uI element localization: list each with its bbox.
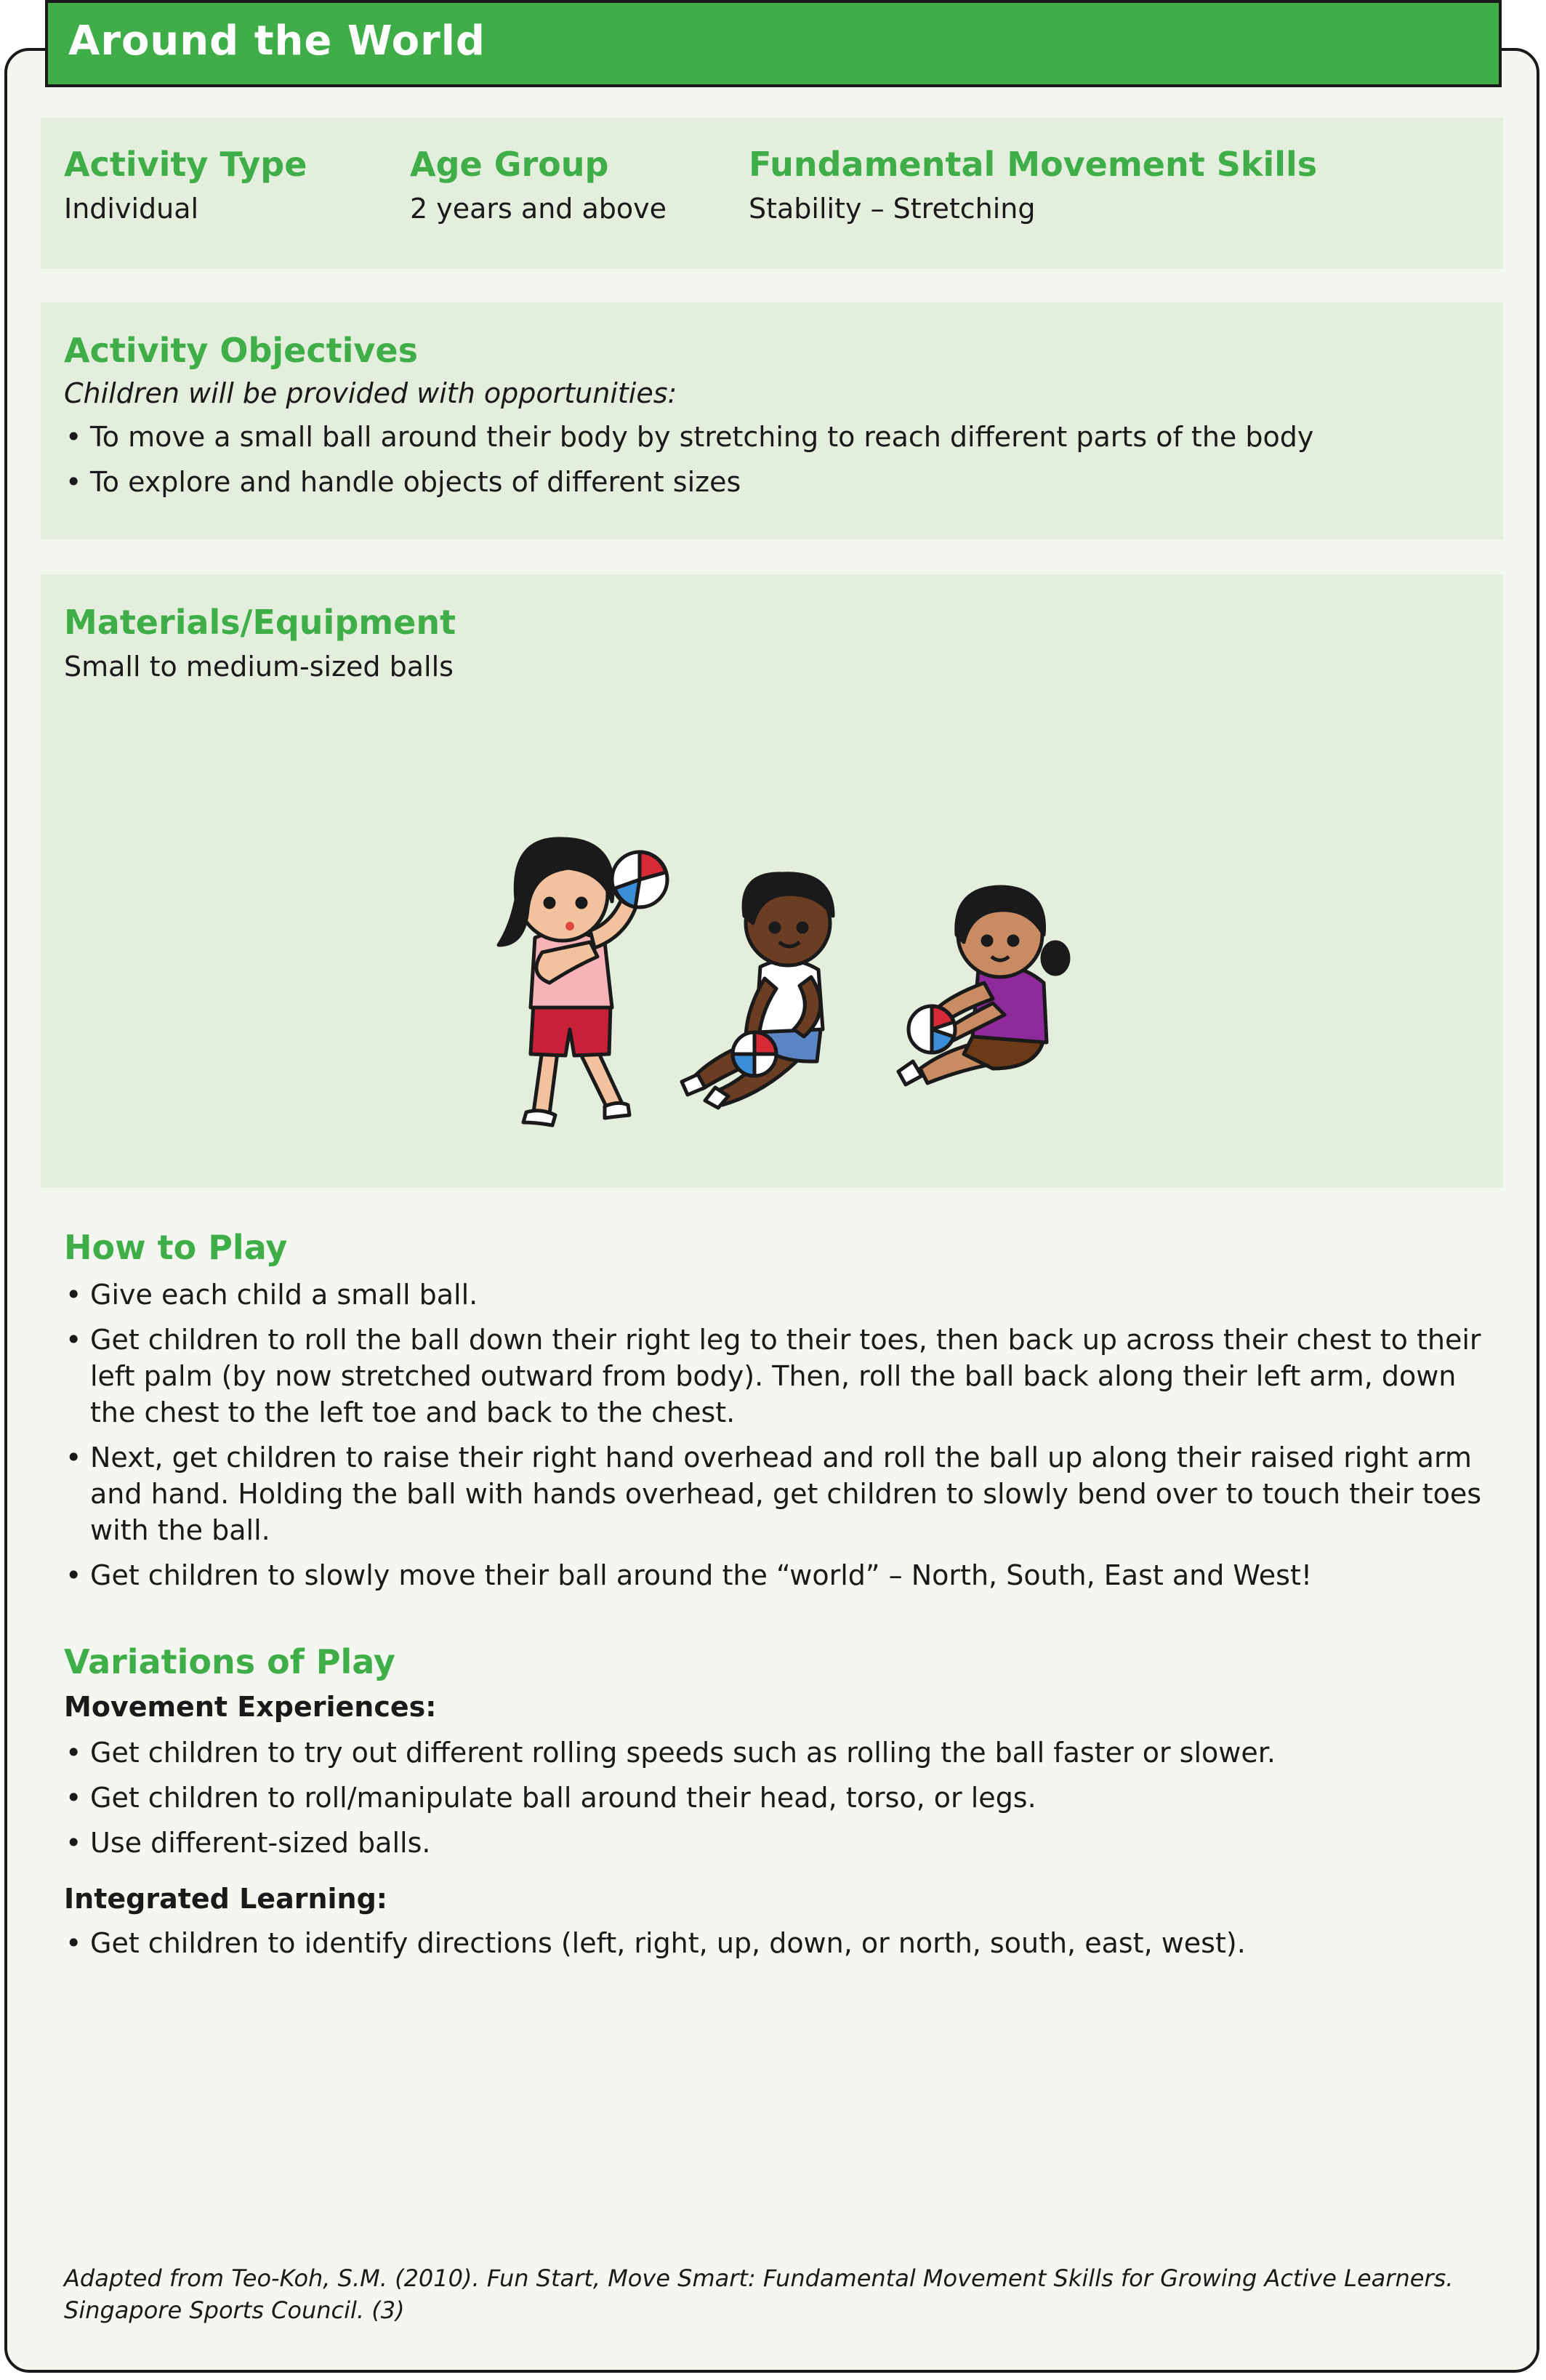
sitting-girl-figure xyxy=(898,887,1068,1085)
how-to-play-heading: How to Play xyxy=(64,1228,288,1267)
how-to-play-list xyxy=(64,1277,1489,1602)
sitting-boy-figure xyxy=(682,874,833,1108)
variations-heading: Variations of Play xyxy=(64,1642,395,1681)
objectives-intro: Children will be provided with opportunities: xyxy=(64,377,677,409)
list-item: • Give each child a small ball. xyxy=(64,1277,1489,1313)
objectives-list xyxy=(64,419,1489,509)
objectives-heading: Activity Objectives xyxy=(64,331,418,370)
objectives-panel xyxy=(41,302,1503,539)
source-citation: Adapted from Teo-Koh, S.M. (2010). Fun Start, Move Smart: Fundamental Movement Skills for Growing Active Learners. Singapore Sports Council. (3) xyxy=(64,2264,1454,2324)
list-item: • Get children to identify directions (left, right, up, down, or north, south, east, west). xyxy=(64,1925,1489,1961)
age-group-label: Age Group xyxy=(410,145,609,184)
activity-type-label: Activity Type xyxy=(64,145,307,184)
integrated-learning-heading: Integrated Learning: xyxy=(64,1883,387,1915)
list-item: • Use different-sized balls. xyxy=(64,1825,1489,1861)
skills-value: Stability – Stretching xyxy=(749,193,1036,225)
info-panel xyxy=(41,118,1503,269)
list-item: • Get children to slowly move their ball around the “world” – North, South, East and West! xyxy=(64,1557,1489,1593)
integrated-learning-list xyxy=(64,1925,1489,1970)
list-item: • To explore and handle objects of different sizes xyxy=(64,464,1489,500)
title-bar xyxy=(45,0,1502,87)
list-item: • Get children to roll the ball down their right leg to their toes, then back up across their chest to their left palm (by now stretched outward from body). Then, roll the ball back along their left arm, down the chest to the left toe and back to the chest. xyxy=(64,1322,1489,1431)
standing-girl-figure xyxy=(499,839,667,1125)
list-item: • Get children to try out different rolling speeds such as rolling the ball faster or slower. xyxy=(64,1734,1489,1771)
activity-type-value: Individual xyxy=(64,193,199,225)
movement-experiences-list xyxy=(64,1734,1489,1870)
materials-text: Small to medium-sized balls xyxy=(64,651,454,683)
materials-heading: Materials/Equipment xyxy=(64,603,456,642)
skills-label: Fundamental Movement Skills xyxy=(749,145,1318,184)
movement-experiences-heading: Movement Experiences: xyxy=(64,1691,437,1723)
age-group-value: 2 years and above xyxy=(410,193,667,225)
children-illustration xyxy=(440,792,1153,1141)
list-item: • To move a small ball around their body by stretching to reach different parts of the body xyxy=(64,419,1489,455)
materials-panel xyxy=(41,574,1503,1188)
list-item: • Next, get children to raise their right hand overhead and roll the ball up along their raised right arm and hand. Holding the ball with hands overhead, get children to slowly bend over to touch their toes with the ball. xyxy=(64,1439,1489,1548)
list-item: • Get children to roll/manipulate ball around their head, torso, or legs. xyxy=(64,1780,1489,1816)
page-title: Around the World xyxy=(68,17,486,65)
